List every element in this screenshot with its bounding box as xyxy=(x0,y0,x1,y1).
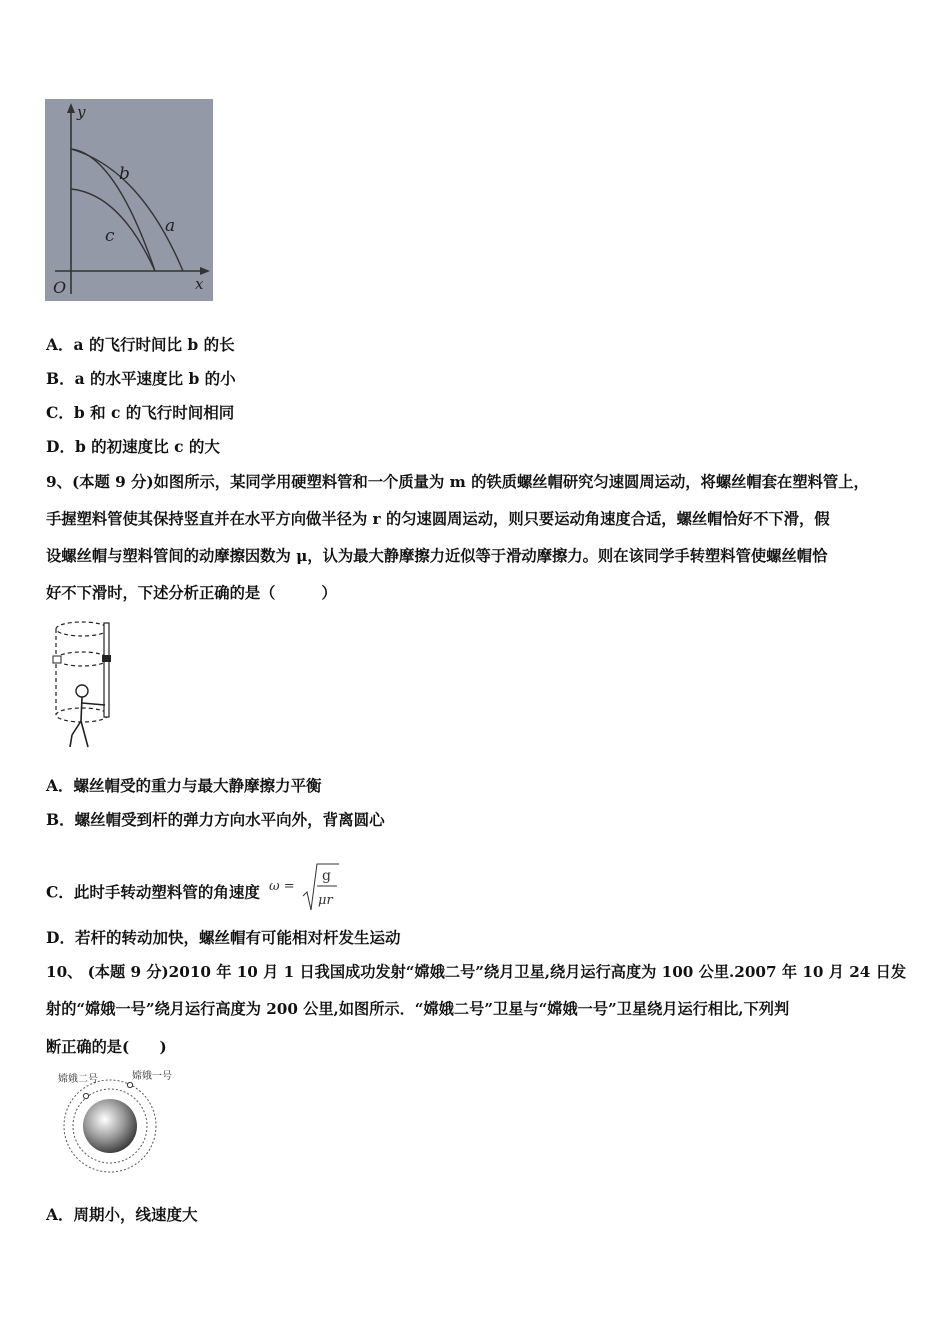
lunar-orbit-drawing xyxy=(54,1066,182,1174)
lunar-orbit-figure xyxy=(54,1066,182,1174)
rotating-tube-drawing xyxy=(50,617,120,753)
q9-option-a: A．螺丝帽受的重力与最大静摩擦力平衡 xyxy=(46,776,322,795)
satellite-chang-e-1 xyxy=(127,1082,132,1087)
axis-x-label: x xyxy=(195,275,204,293)
formula-denominator: μr xyxy=(318,893,333,908)
q9-line-3: 设螺丝帽与塑料管间的动摩擦因数为 μ，认为最大静摩擦力近似等于滑动摩擦力。则在该同学手转塑料管使螺丝帽恰 xyxy=(46,547,828,565)
origin-label: O xyxy=(53,278,67,297)
person-leg-right xyxy=(81,721,88,747)
formula-graphic xyxy=(267,860,339,912)
angular-velocity-formula xyxy=(267,860,339,927)
nut xyxy=(102,655,111,662)
axis-y-label: y xyxy=(77,103,86,121)
rotating-tube-figure xyxy=(50,617,120,753)
q9-option-d: D．若杆的转动加快，螺丝帽有可能相对杆发生运动 xyxy=(46,928,401,947)
q8-option-d: D．b 的初速度比 c 的大 xyxy=(46,437,220,456)
formula-lhs: ω = xyxy=(269,879,295,894)
trajectory-figure xyxy=(45,99,213,301)
trajectory-graph xyxy=(45,99,213,301)
person-arm xyxy=(82,703,105,705)
person-leg-left xyxy=(72,721,81,735)
q8-option-a: A．a 的飞行时间比 b 的长 xyxy=(46,335,235,354)
q10-line-1: 10、 (本题 9 分)2010 年 10 月 1 日我国成功发射“嫦娥二号”绕月卫星,绕月运行高度为 100 公里.2007 年 10 月 24 日发 xyxy=(46,963,907,981)
q9-line-2: 手握塑料管使其保持竖直并在水平方向做半径为 r 的匀速圆周运动，则只要运动角速度合适，螺丝帽恰好不下滑，假 xyxy=(46,510,830,528)
cylinder-middle xyxy=(56,652,108,666)
moon xyxy=(83,1099,137,1153)
curve-a-label: a xyxy=(165,216,176,236)
curve-c-label: c xyxy=(105,226,115,246)
q10-option-a: A．周期小，线速度大 xyxy=(46,1205,198,1224)
q9-line-1: 9、(本题 9 分)如图所示，某同学用硬塑料管和一个质量为 m 的铁质螺丝帽研究匀速圆周运动，将螺丝帽套在塑料管上， xyxy=(46,473,869,491)
cylinder-top xyxy=(56,622,108,636)
plastic-tube xyxy=(104,623,109,717)
q8-option-c: C．b 和 c 的飞行时间相同 xyxy=(46,403,235,422)
q8-option-b: B．a 的水平速度比 b 的小 xyxy=(46,369,236,388)
q9-line-4: 好不下滑时，下述分析正确的是（ ） xyxy=(46,584,337,602)
person-head xyxy=(76,685,88,697)
nut-ghost xyxy=(53,656,61,663)
label-chang-e-1: 嫦娥一号 xyxy=(132,1071,172,1082)
q9-option-b: B．螺丝帽受到杆的弹力方向水平向外，背离圆心 xyxy=(46,810,385,829)
q10-line-2: 射的“嫦娥一号”绕月运行高度为 200 公里,如图所示．“嫦娥二号”卫星与“嫦娥一号”卫星绕月运行相比,下列判 xyxy=(46,1000,790,1018)
person-body xyxy=(81,697,82,721)
satellite-chang-e-2 xyxy=(83,1093,88,1098)
formula-numerator: g xyxy=(322,868,332,884)
label-chang-e-2: 嫦娥二号 xyxy=(58,1074,98,1085)
person-shin-left xyxy=(70,735,72,747)
curve-b-label: b xyxy=(119,164,130,184)
q10-line-3: 断正确的是( ) xyxy=(46,1038,167,1056)
q9-option-c: C．此时手转动塑料管的角速度 ω = g μr xyxy=(46,860,339,927)
